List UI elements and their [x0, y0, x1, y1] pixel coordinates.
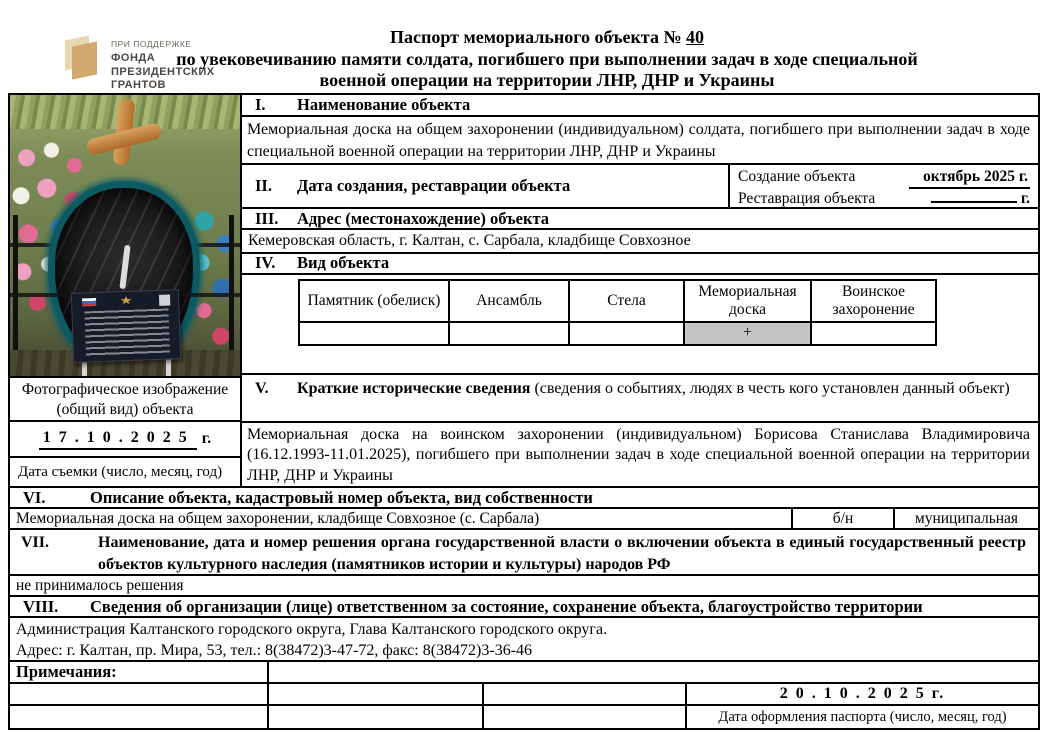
qr-code — [159, 294, 170, 305]
section-number: III. — [255, 208, 279, 228]
object-description: Мемориальная доска на общем захоронении, кладбище Совхозное (с. Сарбала) — [16, 509, 540, 527]
section-2 — [242, 165, 1038, 209]
object-photo — [10, 95, 240, 378]
title-line-2: по увековечиванию памяти солдата, погибшего при выполнении задач в ходе специальной — [176, 48, 918, 69]
shoot-date-caption: Дата съемки (число, месяц, год) — [18, 463, 223, 480]
logo-org-line: ФОНДА — [111, 52, 156, 64]
grants-fund-icon — [64, 37, 100, 81]
section-4-content — [242, 275, 1038, 375]
title-line-1: Паспорт мемориального объекта № 40 — [389, 27, 705, 47]
section-number: V. — [255, 379, 269, 397]
section-title: Наименование объекта — [297, 95, 471, 114]
notes-empty-cell — [269, 662, 1038, 682]
logo-org-line: ПРЕЗИДЕНТСКИХ — [111, 65, 215, 78]
section-7-content: не принималось решения — [10, 576, 1038, 597]
presidential-grants-fund-logo — [64, 37, 215, 93]
object-type-column: Воинское захоронение — [811, 280, 936, 322]
section-5-content: Мемориальная доска на воинском захоронении (индивидуальном) Борисова Станислава Владимировича (16.12.1993-11.01.2025), погибшего при выполнении задач в ходе специальной военной операции на территории ЛНР, ДНР и Украины — [247, 425, 1030, 484]
section-8-header — [10, 597, 1038, 618]
passport-number: 40 — [686, 27, 705, 47]
section-title: Краткие исторические сведения — [297, 379, 531, 397]
restoration-date-line: Реставрация объекта г. — [738, 190, 1030, 207]
section-number: VI. — [23, 487, 46, 507]
section-6-content — [10, 509, 1038, 530]
object-type-column: Ансамбль — [449, 280, 569, 322]
footer-row — [10, 684, 1038, 706]
title-line-3: военной операции на территории ЛНР, ДНР и Украины — [319, 70, 775, 90]
creation-date-value: октябрь 2025 г. — [909, 167, 1030, 189]
notes-label: Примечания: — [10, 662, 269, 682]
section-number: VIII. — [23, 596, 59, 616]
shoot-date-value: 1 7 . 1 0 . 2 0 2 5 — [39, 429, 197, 450]
section-title-note: (сведения о событиях, людях в честь кого установлен данный объект) — [530, 379, 1010, 397]
cadastral-number: б/н — [791, 509, 893, 528]
footer-cell — [484, 684, 687, 704]
footer-cell — [484, 706, 687, 728]
logo-support-line: ПРИ ПОДДЕРЖКЕ — [111, 39, 192, 49]
mark-cell — [299, 322, 449, 345]
section-8-content — [10, 618, 1038, 662]
section-4-header — [242, 254, 1038, 275]
mark-cell — [569, 322, 684, 345]
section-1-header — [242, 95, 1038, 117]
footer-cell — [10, 706, 269, 728]
section-title: Адрес (местонахождение) объекта — [297, 208, 550, 228]
object-type-column: Памятник (обелиск) — [299, 280, 449, 322]
footer-cell — [269, 684, 484, 704]
logo-org-line: ГРАНТОВ — [111, 79, 166, 91]
passport-issue-date: 2 0 . 1 0 . 2 0 2 5 г. — [779, 685, 946, 702]
mark-cell — [811, 322, 936, 345]
flag-emblem — [82, 298, 96, 306]
section-title: Описание объекта, кадастровый номер объекта, вид собственности — [90, 487, 593, 507]
footer-cell — [10, 684, 269, 704]
object-type-mark-row — [299, 322, 936, 345]
section-title: Дата создания, реставрации объекта — [297, 176, 571, 195]
fence-post — [13, 215, 18, 365]
section-2-header — [242, 165, 728, 207]
section-3-header — [242, 209, 1038, 230]
section-number: I. — [255, 95, 266, 114]
section-number: IV. — [255, 253, 276, 273]
restoration-date-blank — [931, 189, 1017, 203]
object-type-column: Мемориальная доска — [684, 280, 811, 322]
creation-label: Создание объекта — [738, 168, 856, 185]
restoration-label: Реставрация объекта — [738, 190, 876, 207]
section-5-header — [242, 375, 1038, 423]
passport-table — [8, 93, 1040, 730]
section-6-header — [10, 488, 1038, 509]
object-type-header-row — [299, 280, 936, 322]
object-type-column: Стела — [569, 280, 684, 322]
section-title: Наименование, дата и номер решения органа государственной власти о включении объекта в единый государственный реестр объектов культурного наследия (памятников истории и культуры) народов РФ — [98, 534, 1026, 573]
section-title: Вид объекта — [297, 253, 390, 273]
mark-cell — [449, 322, 569, 345]
memorial-plaque — [71, 289, 181, 363]
mark-cell-selected: + — [684, 322, 811, 345]
section-number: II. — [255, 176, 272, 195]
section-3-content: Кемеровская область, г. Калтан, с. Сарбала, кладбище Совхозное — [242, 230, 1038, 254]
footer-row — [10, 706, 1038, 728]
fence-post — [229, 215, 234, 365]
logo-text — [111, 37, 215, 93]
section-title: Сведения об организации (лице) ответственном за состояние, сохранение объекта, благоустройство территории — [90, 596, 923, 616]
organization-address: Адрес: г. Калтан, пр. Мира, 53, тел.: 8(38472)3-47-72, факс: 8(38472)3-36-46 — [16, 642, 533, 659]
passport-date-caption: Дата оформления паспорта (число, месяц, год) — [718, 708, 1007, 725]
ownership-type: муниципальная — [893, 509, 1038, 528]
plaque-leg — [166, 359, 171, 378]
plaque-leg — [82, 361, 87, 378]
document-header — [0, 0, 1048, 93]
notes-row — [10, 662, 1038, 684]
plaque-text-lines — [84, 309, 170, 358]
creation-date-line — [738, 167, 1030, 189]
responsible-organization: Администрация Калтанского городского округа, Глава Калтанского городского округа. — [16, 621, 608, 638]
star-emblem — [120, 296, 132, 305]
section-1-content: Мемориальная доска на общем захоронении (индивидуальном) солдата, погибшего при выполнении задач в ходе специальной военной операции на территории ЛНР, ДНР и Украины — [242, 117, 1038, 165]
section-2-dates — [728, 165, 1038, 207]
section-7-header — [10, 530, 1038, 576]
object-type-table — [298, 279, 937, 346]
photo-column — [10, 95, 242, 486]
photo-caption: Фотографическое изображение (общий вид) объекта — [10, 378, 240, 422]
footer-cell — [269, 706, 484, 728]
section-number: VII. — [21, 534, 50, 551]
photo-shoot-date: 1 7 . 1 0 . 2 0 2 5 г. — [10, 422, 240, 458]
